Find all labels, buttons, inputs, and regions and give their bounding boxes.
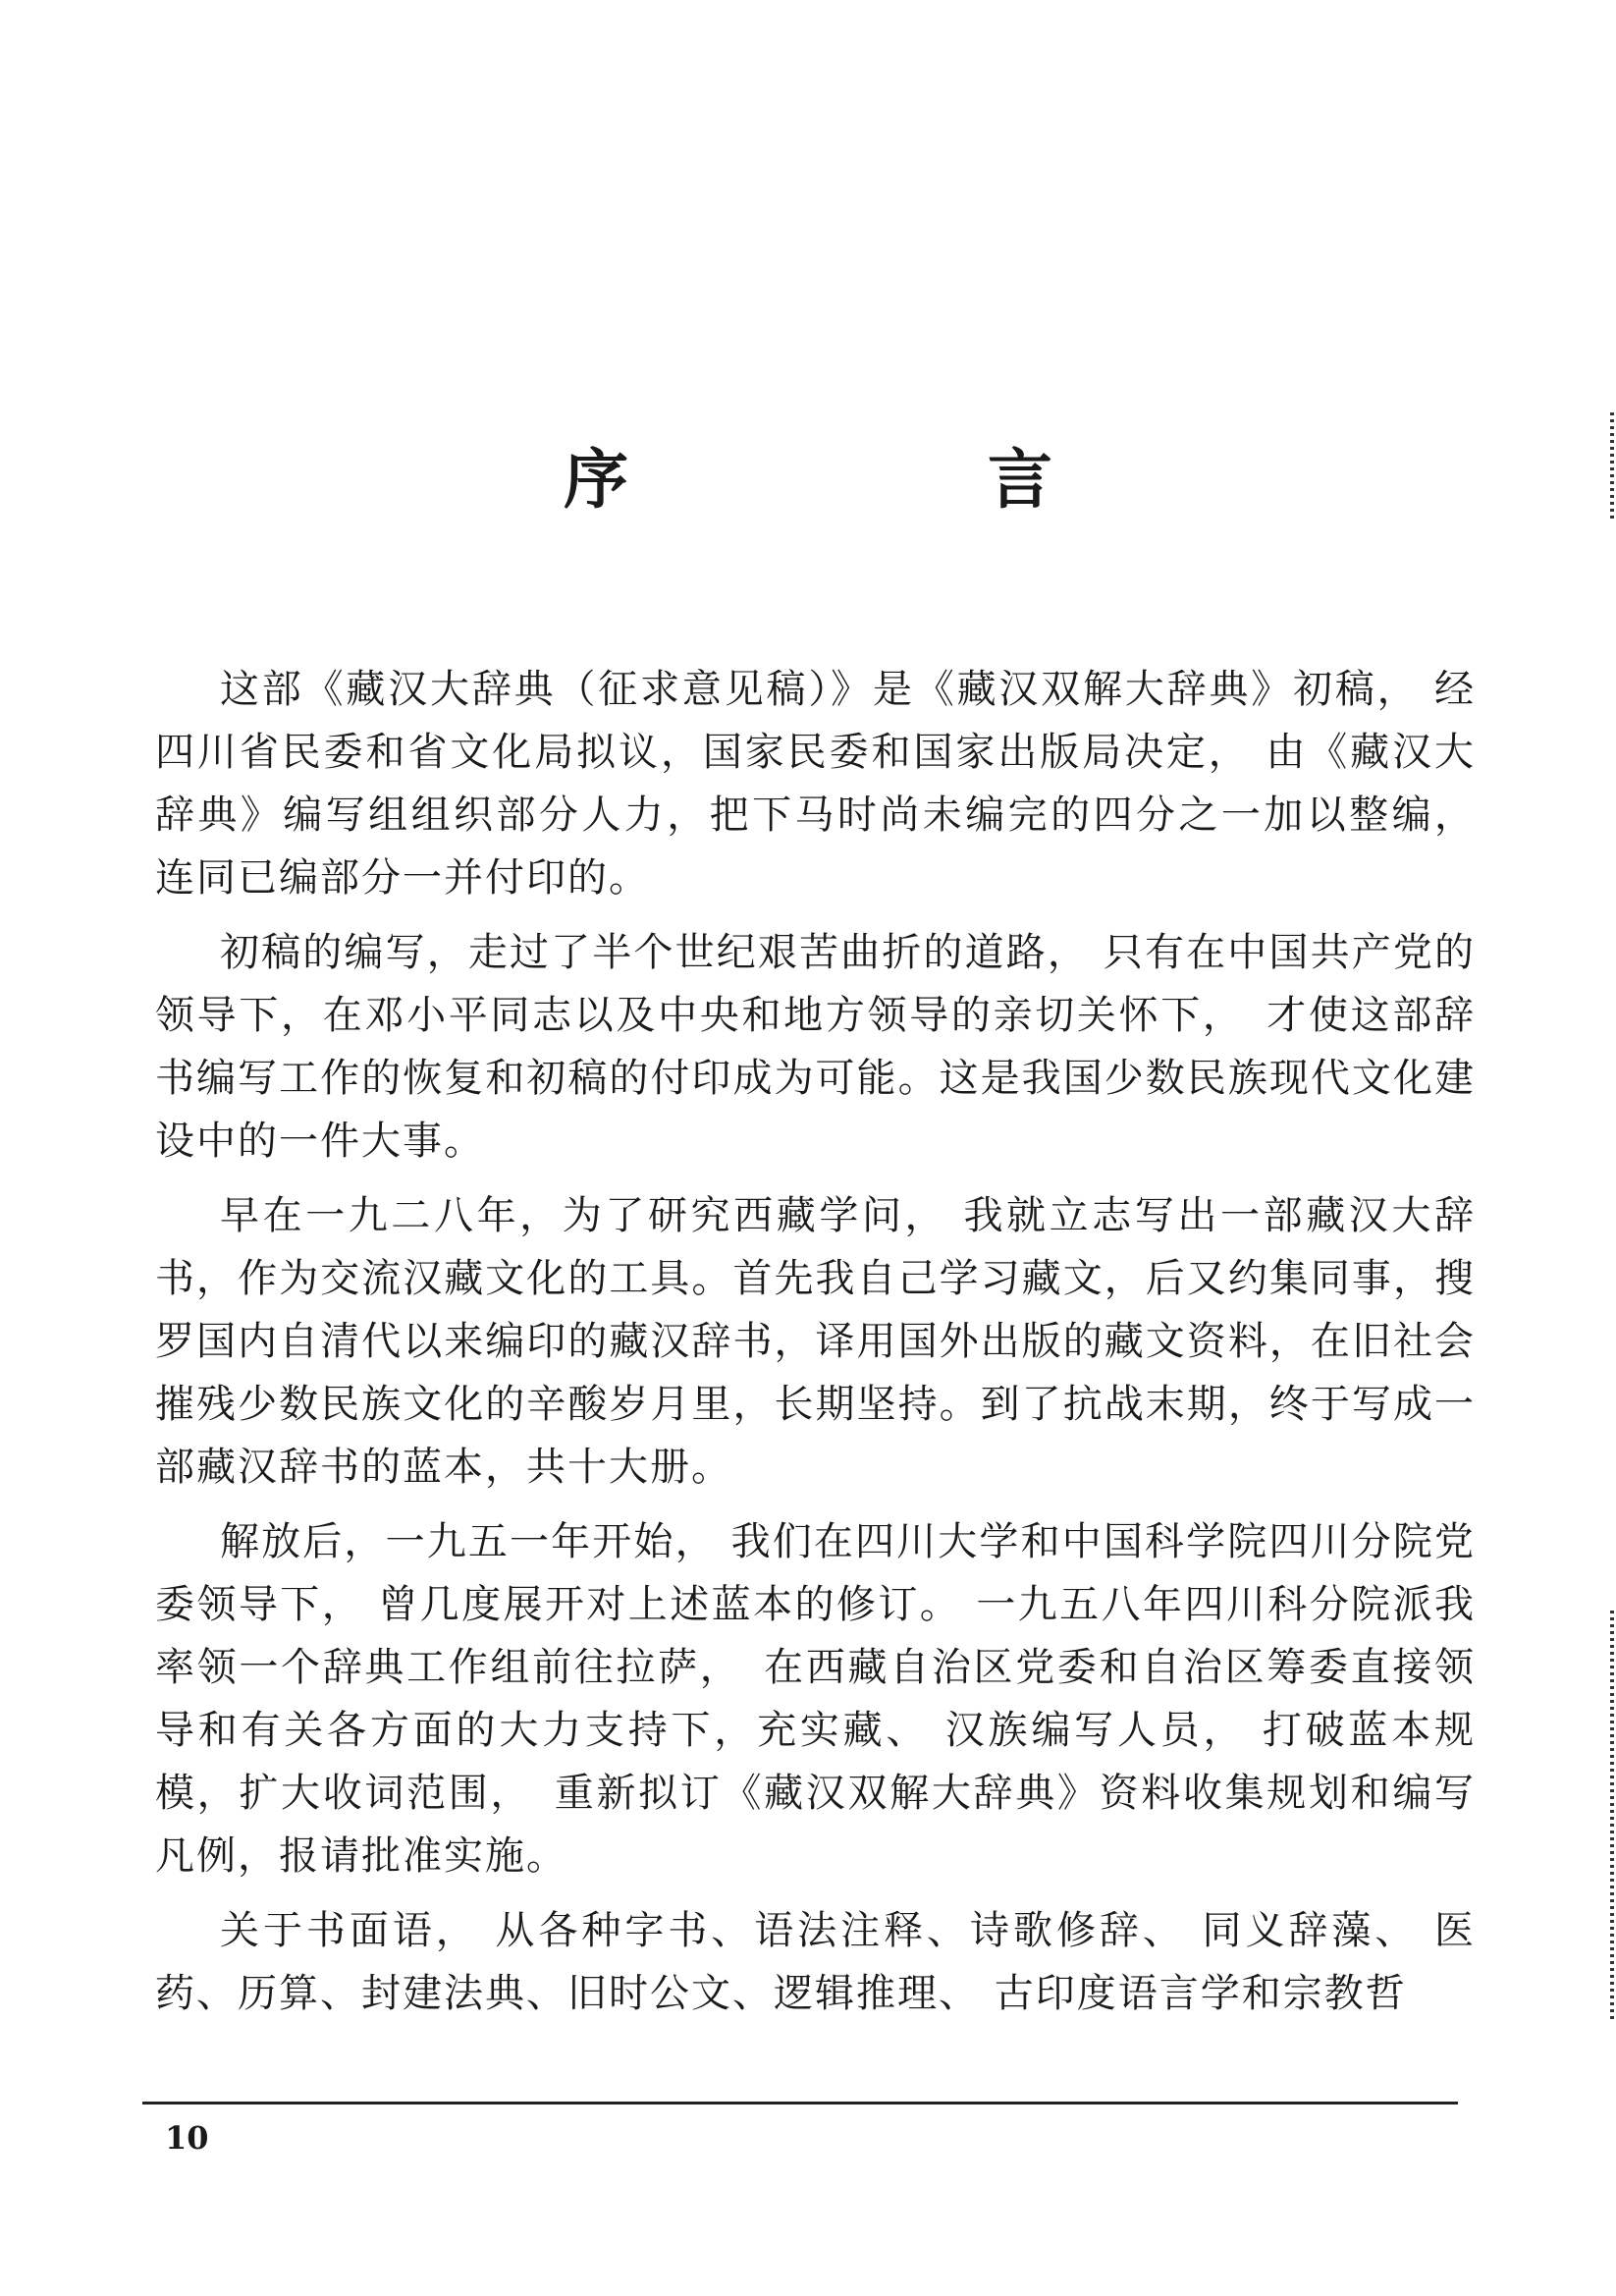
paragraph-5: 关于书面语， 从各种字书、语法注释、诗歌修辞、 同义辞藻、 医药、历算、封建法典、旧时公文、逻辑推理、 古印度语言学和宗教哲 — [155, 1908, 1476, 2016]
page-title: 序 言 — [564, 441, 1200, 518]
paragraph-1: 这部《藏汉大辞典（征求意见稿）》是《藏汉双解大辞典》初稿， 经四川省民委和省文化局拟议，国家民委和国家出版局决定， 由《藏汉大辞典》编写组组织部分人力，把下马时尚未编完的四分之一加以整编， 连同已编部分一并付印的。 — [155, 667, 1476, 901]
scan-edge-mark — [1610, 1611, 1614, 2023]
scan-edge-mark — [1610, 412, 1614, 520]
page-number: 10 — [165, 2119, 209, 2157]
paragraph-2: 初稿的编写，走过了半个世纪艰苦曲折的道路， 只有在中国共产党的领导下，在邓小平同志以及中央和地方领导的亲切关怀下， 才使这部辞书编写工作的恢复和初稿的付印成为可能。这是我国少数民族现代文化建设中的一件大事。 — [155, 930, 1476, 1164]
paragraph-3: 早在一九二八年，为了研究西藏学问， 我就立志写出一部藏汉大辞书，作为交流汉藏文化的工具。首先我自己学习藏文，后又约集同事，搜罗国内自清代以来编印的藏汉辞书，译用国外出版的藏文资料，在旧社会摧残少数民族文化的辛酸岁月里，长期坚持。到了抗战末期，终于写成一部藏汉辞书的蓝本，共十大册。 — [155, 1193, 1476, 1490]
body-text — [155, 658, 1476, 2025]
paragraph-4: 解放后，一九五一年开始， 我们在四川大学和中国科学院四川分院党委领导下， 曾几度展开对上述蓝本的修订。 一九五八年四川科分院派我率领一个辞典工作组前往拉萨， 在西藏自治区党委和自治区筹委直接领导和有关各方面的大力支持下，充实藏、 汉族编写人员， 打破蓝本规模，扩大收词范围， 重新拟订《藏汉双解大辞典》资料收集规划和编写凡例，报请批准实施。 — [155, 1519, 1476, 1879]
footer-rule — [142, 2102, 1458, 2105]
